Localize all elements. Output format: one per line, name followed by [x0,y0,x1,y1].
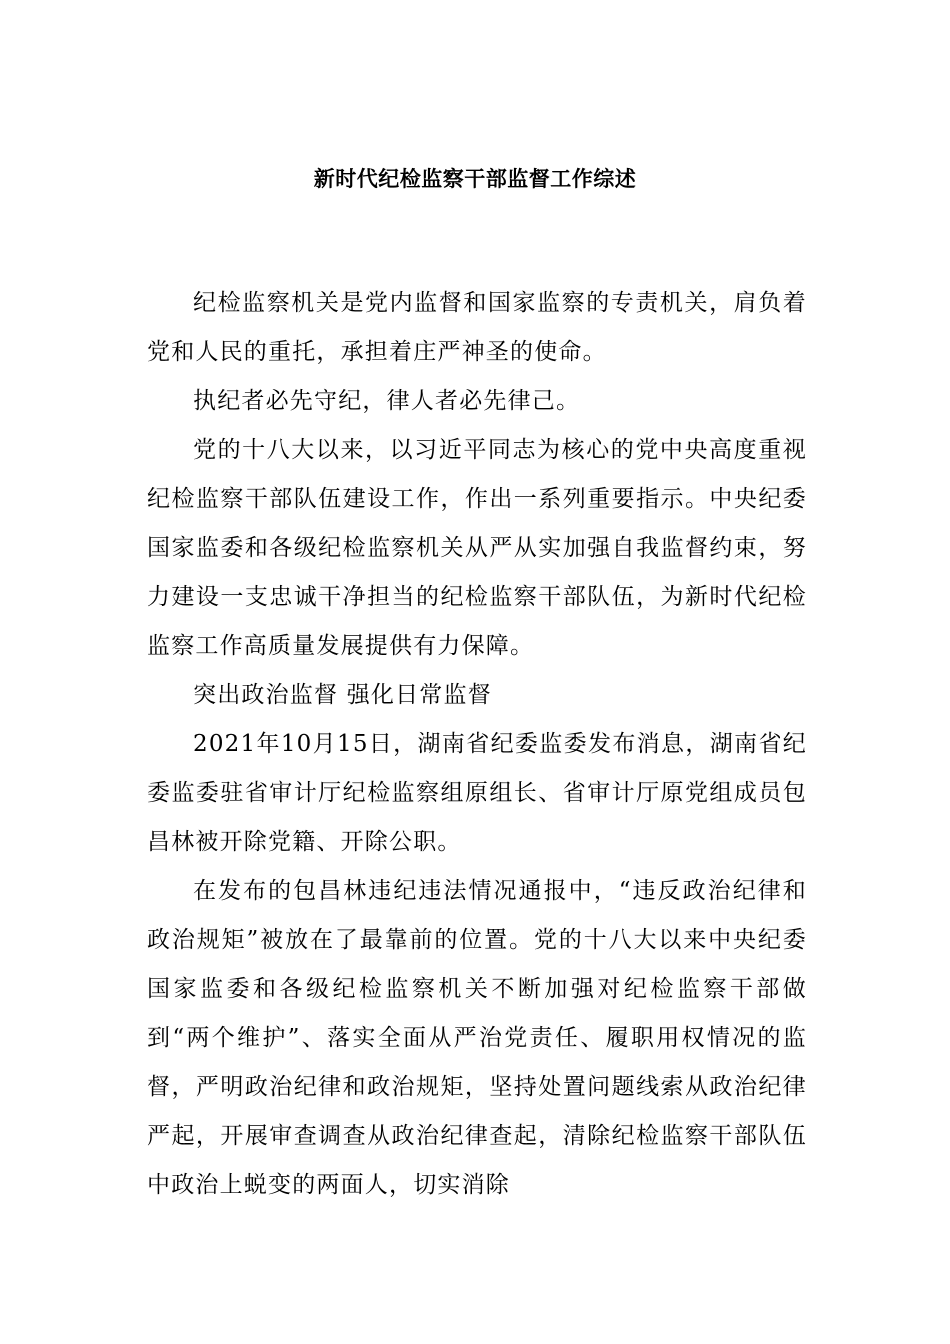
paragraph-3: 党的十八大以来，以习近平同志为核心的党中央高度重视纪检监察干部队伍建设工作，作出一系列重要指示。中央纪委国家监委和各级纪检监察机关从严从实加强自我监督约束，努力建设一支忠诚干净担当的纪检监察干部队伍，为新时代纪检监察工作高质量发展提供有力保障。 [147,437,807,659]
section-heading: 突出政治监督 强化日常监督 [193,682,492,708]
document-title: 新时代纪检监察干部监督工作综述 [313,166,637,191]
document-body [147,279,807,1210]
paragraph-1: 纪检监察机关是党内监督和国家监察的专责机关，肩负着党和人民的重托，承担着庄严神圣的使命。 [147,290,807,365]
paragraph-5: 在发布的包昌林违纪违法情况通报中，“违反政治纪律和政治规矩”被放在了最靠前的位置。党的十八大以来中央纪委国家监委和各级纪检监察机关不断加强对纪检监察干部做到“两个维护”、落实全面从严治党责任、履职用权情况的监督，严明政治纪律和政治规矩，坚持处置问题线索从政治纪律严起，开展审查调查从政治纪律查起，清除纪检监察干部队伍中政治上蜕变的两面人，切实消除 [147,878,807,1198]
paragraph-4: 2021年10月15日，湖南省纪委监委发布消息，湖南省纪委监委驻省审计厅纪检监察组原组长、省审计厅原党组成员包昌林被开除党籍、开除公职。 [147,731,807,855]
paragraph-2: 执纪者必先守纪，律人者必先律己。 [193,388,581,414]
